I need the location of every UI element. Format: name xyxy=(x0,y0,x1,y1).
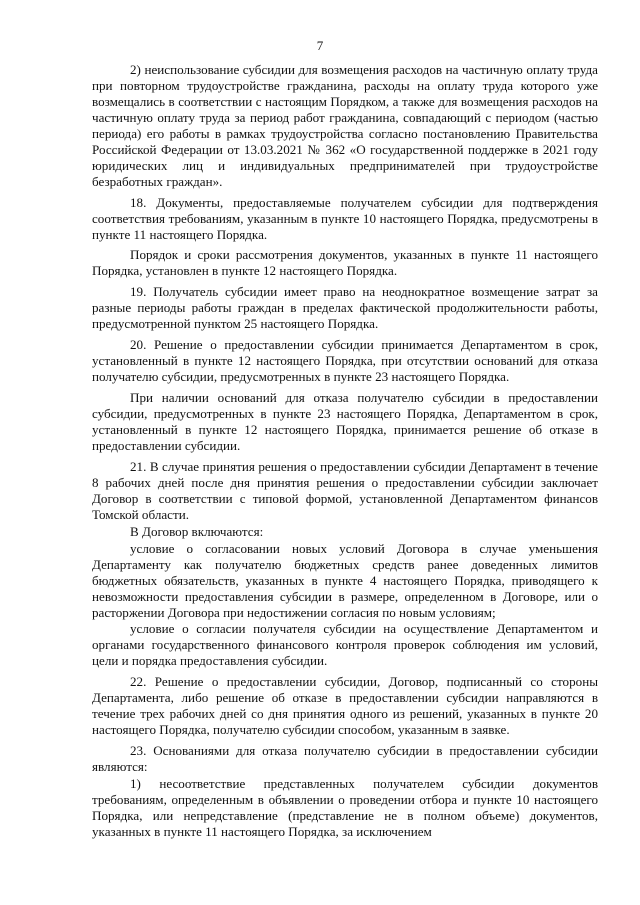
paragraph-23-refusal-grounds: 23. Основаниями для отказа получателю субсидии в предоставлении субсидии являются: xyxy=(92,743,598,775)
paragraph-ground-1-nonconformity: 1) несоответствие представленных получателем субсидии документов требованиям, определенным в объявлении о проведении отбора и пункте 10 настоящего Порядка, или непредставление (представление не в полном объеме) документов, указанных в пункте 11 настоящего Порядка, за исключением xyxy=(92,776,598,839)
paragraph-21-agreement: 21. В случае принятия решения о предоставлении субсидии Департамент в течение 8 рабочих дней после дня принятия решения о предоставлении субсидии заключает Договор в соответствии с типовой формой, установленной Департаментом финансов Томской области. xyxy=(92,458,598,522)
paragraph-condition-new-terms: условие о согласовании новых условий Договора в случае уменьшения Департаменту как получателю бюджетных средств ранее доведенных лимитов бюджетных обязательств, указанных в пункте 4 настоящего Порядка, приводящего к невозможности предоставления субсидии в размере, определенном в Договоре, или о расторжении Договора при недостижении согласия по новым условиям; xyxy=(92,540,598,620)
paragraph-review-procedure: Порядок и сроки рассмотрения документов, указанных в пункте 11 настоящего Порядка, установлен в пункте 12 настоящего Порядка. xyxy=(92,247,598,279)
paragraph-18-documents: 18. Документы, предоставляемые получателем субсидии для подтверждения соответствия требованиям, указанным в пункте 10 настоящего Порядка, предусмотрены в пункте 11 настоящего Порядка. xyxy=(92,194,598,242)
paragraph-19-repeated-reimbursement: 19. Получатель субсидии имеет право на неоднократное возмещение затрат за разные периоды работы граждан в пределах фактической продолжительности работы, предусмотренной пунктом 25 настоящего Порядка. xyxy=(92,284,598,332)
paragraph-agreement-includes: В Договор включаются: xyxy=(130,523,264,539)
document-body xyxy=(92,62,598,845)
paragraph-22-sending-decision: 22. Решение о предоставлении субсидии, Договор, подписанный со стороны Департамента, либо решение об отказе в предоставлении субсидии направляются в течение трех рабочих дней со дня принятия одного из решений, указанных в пункте 20 настоящего Порядка, получателю субсидии способом, указанным в заявке. xyxy=(92,674,598,738)
paragraph-20-decision: 20. Решение о предоставлении субсидии принимается Департаментом в срок, установленный в пункте 12 настоящего Порядка, при отсутствии оснований для отказа получателю субсидии, предусмотренных в пункте 23 настоящего Порядка. xyxy=(92,337,598,385)
paragraph-item-2-no-double-funding: 2) неиспользование субсидии для возмещения расходов на частичную оплату труда при повторном трудоустройстве гражданина, расходы на оплату труда которого уже возмещались в соответствии с настоящим Порядком, а также для возмещения расходов на частичную оплату труда за период работ гражданина, совпадающий с периодом (частью периода) его работы в рамках трудоустройства согласно постановлению Правительства Российской Федерации от 13.03.2021 № 362 «О государственной поддержке в 2021 году юридических лиц и индивидуальных предпринимателей при трудоустройстве безработных граждан». xyxy=(92,62,598,189)
paragraph-refusal-decision: При наличии оснований для отказа получателю субсидии в предоставлении субсидии, предусмотренных в пункте 23 настоящего Порядка, Департаментом в срок, установленный в пункте 12 настоящего Порядка, принимается решение об отказе в предоставлении субсидии. xyxy=(92,390,598,453)
paragraph-condition-consent-inspections: условие о согласии получателя субсидии на осуществление Департаментом и органами государственного финансового контроля проверок соблюдения им условий, цели и порядка предоставления субсидии. xyxy=(92,621,598,669)
page-number: 7 xyxy=(316,38,324,53)
